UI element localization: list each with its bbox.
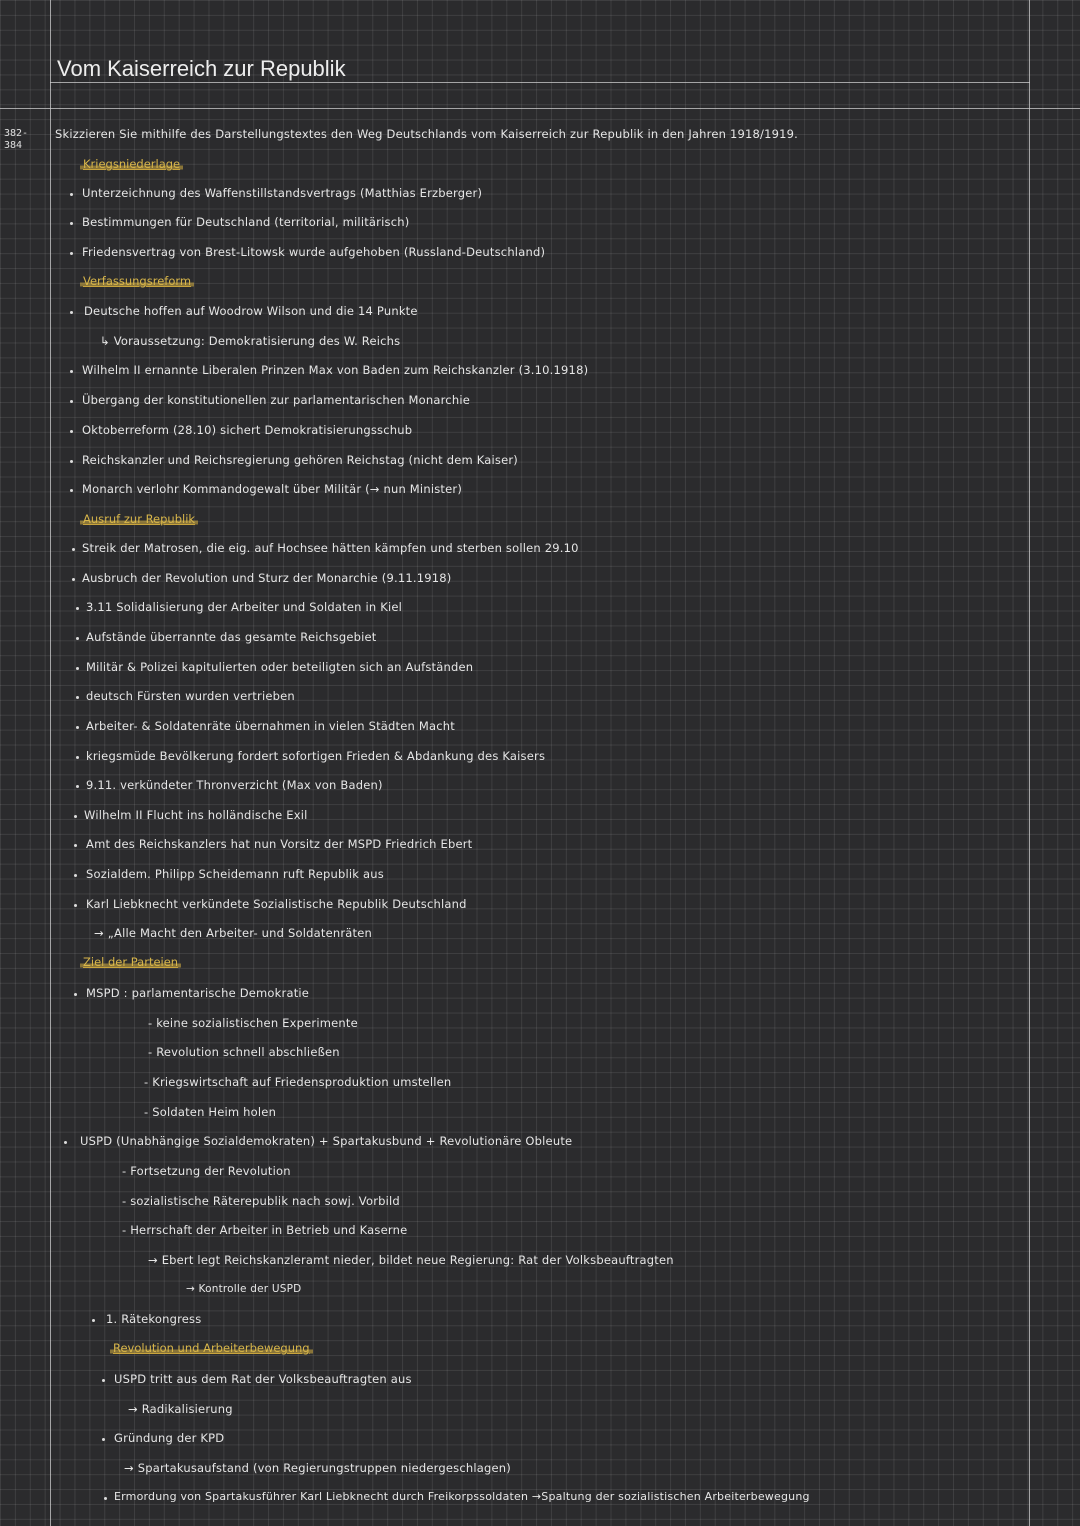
note-line: - Soldaten Heim holen (144, 1105, 277, 1119)
note-line: deutsch Fürsten wurden vertrieben (86, 689, 295, 703)
note-line: - Kriegswirtschaft auf Friedensproduktion umstellen (144, 1075, 452, 1089)
header-rule (0, 108, 1080, 109)
note-line: → Spartakusaufstand (von Regierungstruppen niedergeschlagen) (124, 1461, 511, 1475)
note-line: - sozialistische Räterepublik nach sowj. Vorbild (122, 1194, 400, 1208)
note-line: Karl Liebknecht verkündete Sozialistische Republik Deutschland (86, 897, 467, 911)
bullet (70, 252, 73, 255)
note-line: 9.11. verkündeter Thronverzicht (Max von Baden) (86, 778, 383, 792)
note-line: kriegsmüde Bevölkerung fordert sofortigen Frieden & Abdankung des Kaisers (86, 749, 546, 763)
note-line: Wilhelm II Flucht ins holländische Exil (84, 808, 308, 822)
note-line: Übergang der konstitutionellen zur parlamentarischen Monarchie (82, 393, 470, 407)
bullet (102, 1438, 105, 1441)
bullet (74, 904, 77, 907)
note-line: Reichskanzler und Reichsregierung gehören Reichstag (nicht dem Kaiser) (82, 453, 518, 467)
note-line: Deutsche hoffen auf Woodrow Wilson und die 14 Punkte (84, 304, 418, 318)
bullet (64, 1141, 67, 1144)
page-title: Vom Kaiserreich zur Republik (57, 56, 346, 81)
note-line: 3.11 Solidalisierung der Arbeiter und Soldaten in Kiel (86, 600, 403, 614)
note-line: Amt des Reichskanzlers hat nun Vorsitz der MSPD Friedrich Ebert (86, 837, 473, 851)
note-line: ↳ Voraussetzung: Demokratisierung des W. Reichs (100, 334, 401, 348)
bullet (76, 756, 79, 759)
note-line: → Kontrolle der USPD (186, 1283, 302, 1295)
note-line: Monarch verlohr Kommandogewalt über Militär (→ nun Minister) (82, 482, 462, 496)
bullet (76, 667, 79, 670)
note-line: 1. Rätekongress (106, 1312, 202, 1326)
bullet (104, 1497, 107, 1500)
page-reference (4, 128, 28, 152)
note-line: - Herrschaft der Arbeiter in Betrieb und Kaserne (122, 1223, 408, 1237)
bullet (70, 222, 73, 225)
page-reference-start: 382- (4, 128, 29, 139)
note-line: Wilhelm II ernannte Liberalen Prinzen Max von Baden zum Reichskanzler (3.10.1918) (82, 363, 589, 377)
note-line: Bestimmungen für Deutschland (territorial, militärisch) (82, 215, 410, 229)
note-line: Militär & Polizei kapitulierten oder beteiligten sich an Aufständen (86, 660, 474, 674)
bullet (70, 489, 73, 492)
bullet (70, 193, 73, 196)
note-line: Oktoberreform (28.10) sichert Demokratisierungsschub (82, 423, 413, 437)
note-line: Ausbruch der Revolution und Sturz der Monarchie (9.11.1918) (82, 571, 452, 585)
note-line: Sozialdem. Philipp Scheidemann ruft Republik aus (86, 867, 384, 881)
note-line: - keine sozialistischen Experimente (148, 1016, 358, 1030)
bullet (76, 785, 79, 788)
note-line: Unterzeichnung des Waffenstillstandsvertrags (Matthias Erzberger) (82, 186, 483, 200)
note-line: - Fortsetzung der Revolution (122, 1164, 291, 1178)
note-line: USPD tritt aus dem Rat der Volksbeauftragten aus (114, 1372, 412, 1386)
bullet (70, 400, 73, 403)
bullet (76, 696, 79, 699)
bullet (74, 874, 77, 877)
bullet (74, 993, 77, 996)
title-rule (50, 82, 1030, 83)
bullet (72, 548, 75, 551)
bullet (102, 1379, 105, 1382)
heading-verfassungsreform: Verfassungsreform (80, 274, 194, 288)
bullet (74, 844, 77, 847)
heading-kriegsniederlage: Kriegsniederlage (80, 157, 183, 171)
right-margin-line (1029, 0, 1030, 1526)
note-line: Streik der Matrosen, die eig. auf Hochsee hätten kämpfen und sterben sollen 29.10 (82, 541, 579, 555)
note-line: → Radikalisierung (128, 1402, 233, 1416)
task-text: Skizzieren Sie mithilfe des Darstellungstextes den Weg Deutschlands vom Kaiserreich zur Republik in den Jahren 1918/1919. (55, 127, 799, 141)
heading-revolution-arbeiterbewegung: Revolution und Arbeiterbewegung (110, 1341, 313, 1355)
bullet (70, 430, 73, 433)
bullet (76, 607, 79, 610)
bullet (74, 815, 77, 818)
note-line: MSPD : parlamentarische Demokratie (86, 986, 310, 1000)
heading-ausruf-zur-republik: Ausruf zur Republik (80, 512, 198, 526)
note-line: → „Alle Macht den Arbeiter- und Soldatenräten (94, 926, 372, 940)
bullet (70, 460, 73, 463)
note-line: - Revolution schnell abschließen (148, 1045, 340, 1059)
bullet (70, 311, 73, 314)
bullet (76, 637, 79, 640)
bullet (70, 370, 73, 373)
bullet (72, 578, 75, 581)
note-line: Ermordung von Spartakusführer Karl Liebknecht durch Freikorpssoldaten →Spaltung der sozialistischen Arbeiterbewegung (114, 1490, 810, 1503)
page-reference-end: 384 (4, 140, 23, 151)
note-line: → Ebert legt Reichskanzleramt nieder, bildet neue Regierung: Rat der Volksbeauftragten (148, 1253, 674, 1267)
left-margin-line (50, 0, 51, 1526)
note-line: Aufstände überrannte das gesamte Reichsgebiet (86, 630, 377, 644)
bullet (92, 1319, 95, 1322)
bullet (76, 726, 79, 729)
heading-ziel-der-parteien: Ziel der Parteien (80, 955, 181, 969)
note-line: Friedensvertrag von Brest-Litowsk wurde aufgehoben (Russland-Deutschland) (82, 245, 546, 259)
note-line: Gründung der KPD (114, 1431, 225, 1445)
note-line: USPD (Unabhängige Sozialdemokraten) + Spartakusbund + Revolutionäre Obleute (80, 1134, 573, 1148)
note-line: Arbeiter- & Soldatenräte übernahmen in vielen Städten Macht (86, 719, 455, 733)
